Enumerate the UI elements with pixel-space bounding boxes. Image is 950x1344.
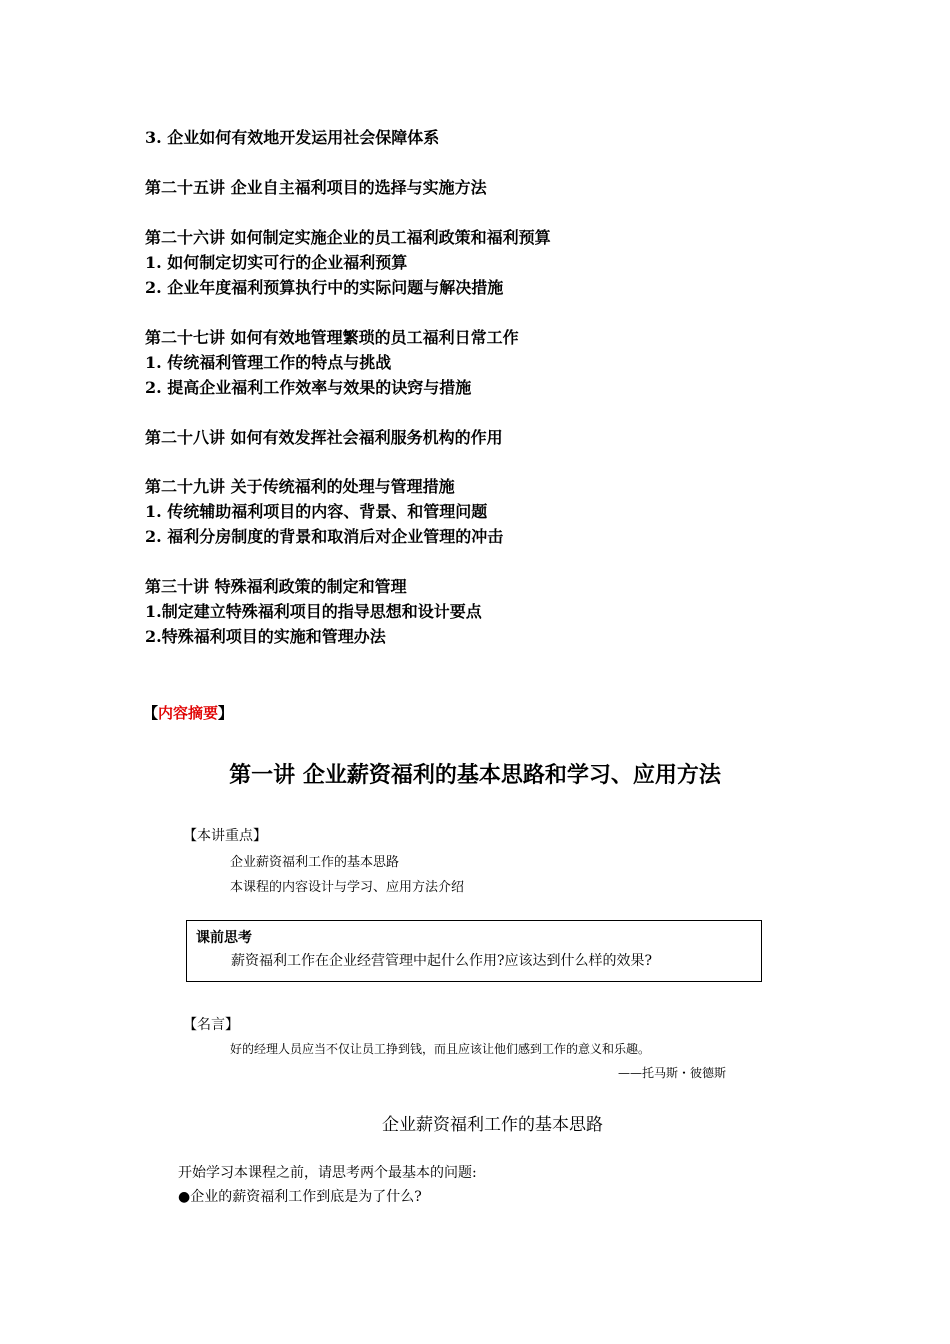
pre-class-label: 课前思考 <box>196 930 252 946</box>
section-title: 企业薪资福利工作的基本思路 <box>382 1115 603 1135</box>
bracket-close: 】 <box>218 704 234 722</box>
outline-item: 3. 企业如何有效地开发运用社会保障体系 <box>145 128 440 147</box>
outline-item: 2.特殊福利项目的实施和管理办法 <box>145 627 386 646</box>
bullet-item <box>178 1186 422 1206</box>
pre-class-box <box>186 920 762 982</box>
outline-item: 1. 如何制定切实可行的企业福利预算 <box>145 253 408 272</box>
key-point-item: 企业薪资福利工作的基本思路 <box>230 855 400 870</box>
lecture-heading: 第二十六讲 如何制定实施企业的员工福利政策和福利预算 <box>145 228 551 247</box>
outline-item: 1. 传统福利管理工作的特点与挑战 <box>145 353 392 372</box>
quote-author: ——托马斯・彼德斯 <box>618 1066 727 1080</box>
outline-item: 2. 提高企业福利工作效率与效果的诀窍与措施 <box>145 378 472 397</box>
lecture-heading: 第二十五讲 企业自主福利项目的选择与实施方法 <box>145 178 487 197</box>
bullet-text: 企业的薪资福利工作到底是为了什么? <box>190 1189 422 1205</box>
summary-label: 内容摘要 <box>158 704 219 722</box>
summary-heading <box>143 702 233 723</box>
pre-class-question: 薪资福利工作在企业经营管理中起什么作用?应该达到什么样的效果? <box>231 953 653 969</box>
intro-text: 开始学习本课程之前，请思考两个最基本的问题: <box>178 1165 477 1181</box>
lecture-heading: 第二十九讲 关于传统福利的处理与管理措施 <box>145 477 455 496</box>
quote-heading: 【名言】 <box>183 1017 239 1033</box>
outline-item: 1.制定建立特殊福利项目的指导思想和设计要点 <box>145 602 482 621</box>
lecture-title: 第一讲 企业薪资福利的基本思路和学习、应用方法 <box>229 762 721 788</box>
bullet-icon: ● <box>178 1189 191 1205</box>
bracket-open: 【 <box>143 704 159 722</box>
key-point-item: 本课程的内容设计与学习、应用方法介绍 <box>230 880 465 895</box>
lecture-heading: 第二十七讲 如何有效地管理繁琐的员工福利日常工作 <box>145 328 519 347</box>
quote-text: 好的经理人员应当不仅让员工挣到钱，而且应该让他们感到工作的意义和乐趣。 <box>230 1042 651 1056</box>
outline-item: 2. 企业年度福利预算执行中的实际问题与解决措施 <box>145 278 504 297</box>
outline-item: 1. 传统辅助福利项目的内容、背景、和管理问题 <box>145 502 488 521</box>
lecture-heading: 第二十八讲 如何有效发挥社会福利服务机构的作用 <box>145 428 503 447</box>
key-points-heading: 【本讲重点】 <box>183 828 267 844</box>
lecture-heading: 第三十讲 特殊福利政策的制定和管理 <box>145 577 407 596</box>
outline-item: 2. 福利分房制度的背景和取消后对企业管理的冲击 <box>145 527 504 546</box>
